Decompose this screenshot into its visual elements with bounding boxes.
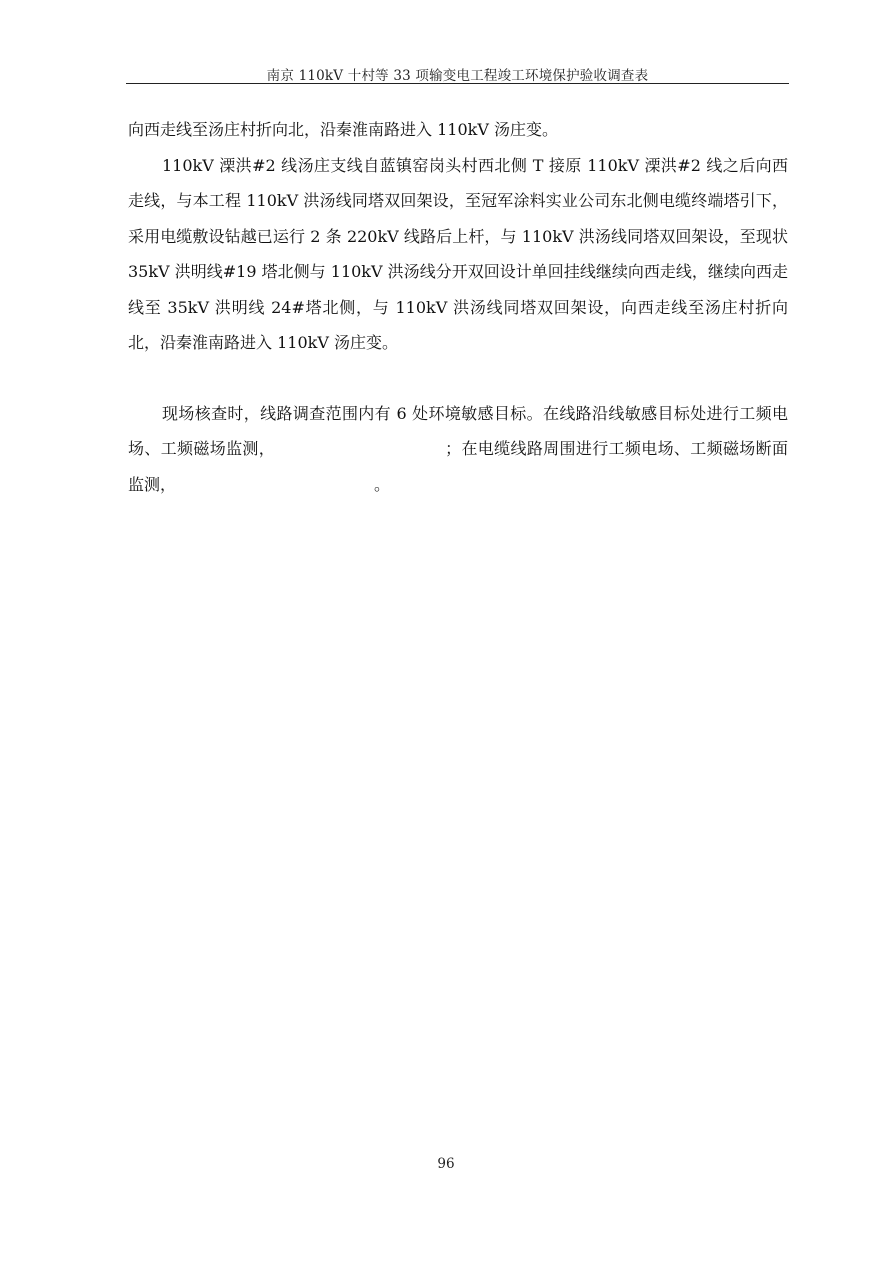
paragraph-1: 向西走线至汤庄村折向北，沿秦淮南路进入 110kV 汤庄变。 [128, 120, 558, 139]
document-body [128, 112, 788, 502]
paragraph-2: 110kV 溧洪#2 线汤庄支线自蓝镇窑岗头村西北侧 T 接原 110kV 溧洪#2 线之后向西走线，与本工程 110kV 洪汤线同塔双回架设，至冠军涂料实业公司东北侧电缆终端塔引下，采用电缆敷设钻越已运行 2 条 220kV 线路后上杆，与 110kV 洪汤线同塔双回架设，至现状 35kV 洪明线#19 塔北侧与 110kV 洪汤线分开双回设计单回挂线继续向西走线，继续向西走线至 35kV 洪明线 24#塔北侧，与 110kV 洪汤线同塔双回架设，向西走线至汤庄村折向北，沿秦淮南路进入 110kV 汤庄变。 [128, 155, 788, 352]
paragraph-3 [128, 396, 788, 503]
paragraph-3-text-1: 现场核查时，线路调查范围内有 6 处环境敏感目标。在线路沿线敏感目标处进行工频电场、工频磁场监测， [128, 403, 788, 458]
page-header: 南京 110kV 十村等 33 项输变电工程竣工环境保护验收调查表 [266, 68, 649, 84]
page-number: 96 [437, 1156, 455, 1172]
header-rule [126, 83, 789, 84]
paragraph-3-text-3: 。 [374, 474, 391, 494]
paragraph-3-text-2: ；在电缆线路周围进行工频电场、工频磁场断面监测， [128, 439, 788, 494]
